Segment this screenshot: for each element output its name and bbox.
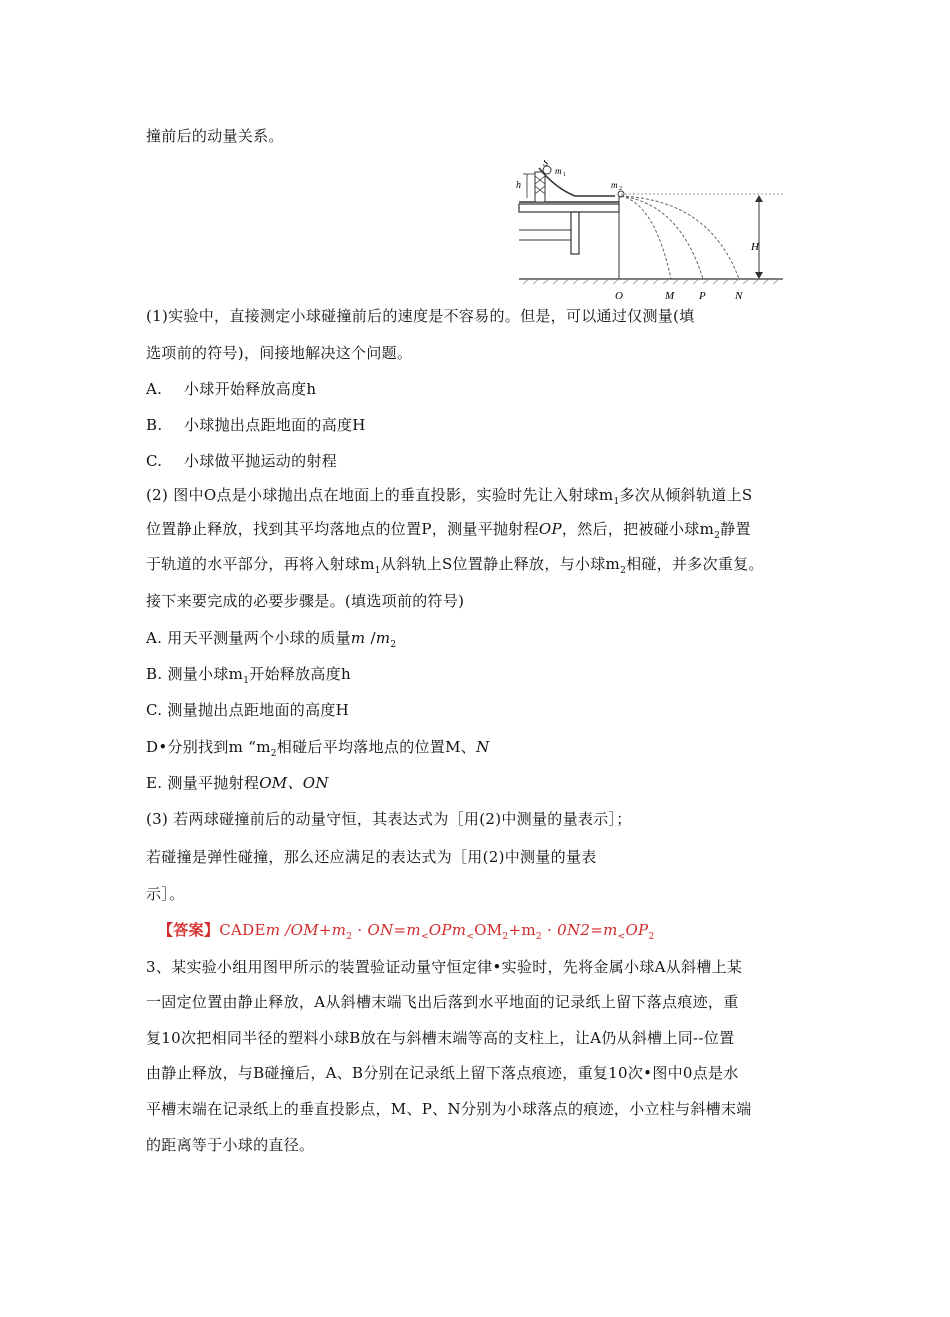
intro-tail: 撞前后的动量关系。 <box>146 127 284 145</box>
option-letter: C. <box>146 452 163 470</box>
q1-option-a <box>146 378 316 399</box>
q1-line1: (1)实验中，直接测定小球碰撞前后的速度是不容易的。但是，可以通过仅测量(填 <box>146 307 695 325</box>
q3-line1: (3) 若两球碰撞前后的动量守恒，其表达式为［用(2)中测量的量表示］； <box>146 810 632 828</box>
answer-line: 【答案】CADEm $/OM+m_2 \cdot ON=m_<OPm_<OM_2+m_2 \cdot 0N2=m_<OP_2$ <box>158 921 655 942</box>
label-O: O <box>615 290 623 302</box>
experiment-figure <box>515 160 790 308</box>
table-leg <box>571 212 579 254</box>
option-text: 小球开始释放高度h <box>184 380 317 398</box>
trajectory-N <box>621 196 739 279</box>
label-P: P <box>699 290 706 302</box>
q4-line4: 由静止释放，与B碰撞后，A、B分别在记录纸上留下落点痕迹，重复10次•图中0点是水 <box>146 1064 739 1082</box>
q3-line2: 若碰撞是弹性碰撞，那么还应满足的表达式为［用(2)中测量的量表 <box>146 848 597 866</box>
label-N: N <box>735 290 743 302</box>
q2-option-a: A. 用天平测量两个小球的质量m $/m_2$ <box>146 629 397 650</box>
q2-option-e: E. 测量平抛射程OM、ON <box>146 774 329 792</box>
q2-line3: 于轨道的水平部分，再将入射球$m_1$从斜轨上S位置静止释放，与小球$m_2$相碰，并多次重复。 <box>146 555 764 576</box>
label-m1: m <box>555 166 562 176</box>
option-letter: B. <box>146 416 163 434</box>
option-letter: A. <box>146 380 163 398</box>
q1-option-b <box>146 414 366 435</box>
q3-line3: 示］。 <box>146 885 185 903</box>
q4-line1: 3、某实验小组用图甲所示的装置验证动量守恒定律•实验时，先将金属小球A从斜槽上某 <box>146 958 743 976</box>
label-S: S <box>543 160 548 169</box>
q4-line3: 复10次把相同半径的塑料小球B放在与斜槽末端等高的支柱上，让A仍从斜槽上同--位置 <box>146 1029 735 1047</box>
label-h: h <box>516 180 521 191</box>
q4-line5: 平槽末端在记录纸上的垂直投影点，M、P、N分别为小球落点的痕迹，小立柱与斜槽末端 <box>146 1100 752 1118</box>
label-m2: m <box>611 180 618 190</box>
trajectory-P <box>621 196 703 279</box>
label-H: H <box>751 241 759 253</box>
label-m2-sub: 2 <box>619 186 622 192</box>
q2-option-b: B. 测量小球$m_1$开始释放高度h <box>146 665 351 686</box>
q1-line2: 选项前的符号)，间接地解决这个问题。 <box>146 344 413 362</box>
q2-option-c: C. 测量抛出点距地面的高度H <box>146 701 350 719</box>
q1-option-c <box>146 450 337 471</box>
table-top <box>519 204 619 212</box>
label-m1-sub: 1 <box>563 172 566 178</box>
q2-line2: 位置静止释放，找到其平均落地点的位置P，测量平抛射程OP，然后，把被碰小球$m_2$静置 <box>146 520 751 541</box>
label-M: M <box>665 290 675 302</box>
option-text: 小球抛出点距地面的高度H <box>184 416 366 434</box>
option-text: 小球做平抛运动的射程 <box>184 452 338 470</box>
q2-line1: (2) 图中O点是小球抛出点在地面上的垂直投影，实验时先让入射球$m_1$多次从倾斜轨道上S <box>146 486 753 507</box>
q4-line2: 一固定位置由静止释放，A从斜槽末端飞出后落到水平地面的记录纸上留下落点痕迹，重 <box>146 993 739 1011</box>
trajectory-M <box>621 196 671 279</box>
q2-option-d: D•分别找到m “$m_2$相碰后平均落地点的位置M、N <box>146 738 490 759</box>
answer-label: 【答案】 <box>158 921 220 939</box>
q2-line4: 接下来要完成的必要步骤是。(填选项前的符号) <box>146 592 465 610</box>
ground-hatching <box>523 279 779 284</box>
q4-line6: 的距离等于小球的直径。 <box>146 1136 315 1154</box>
